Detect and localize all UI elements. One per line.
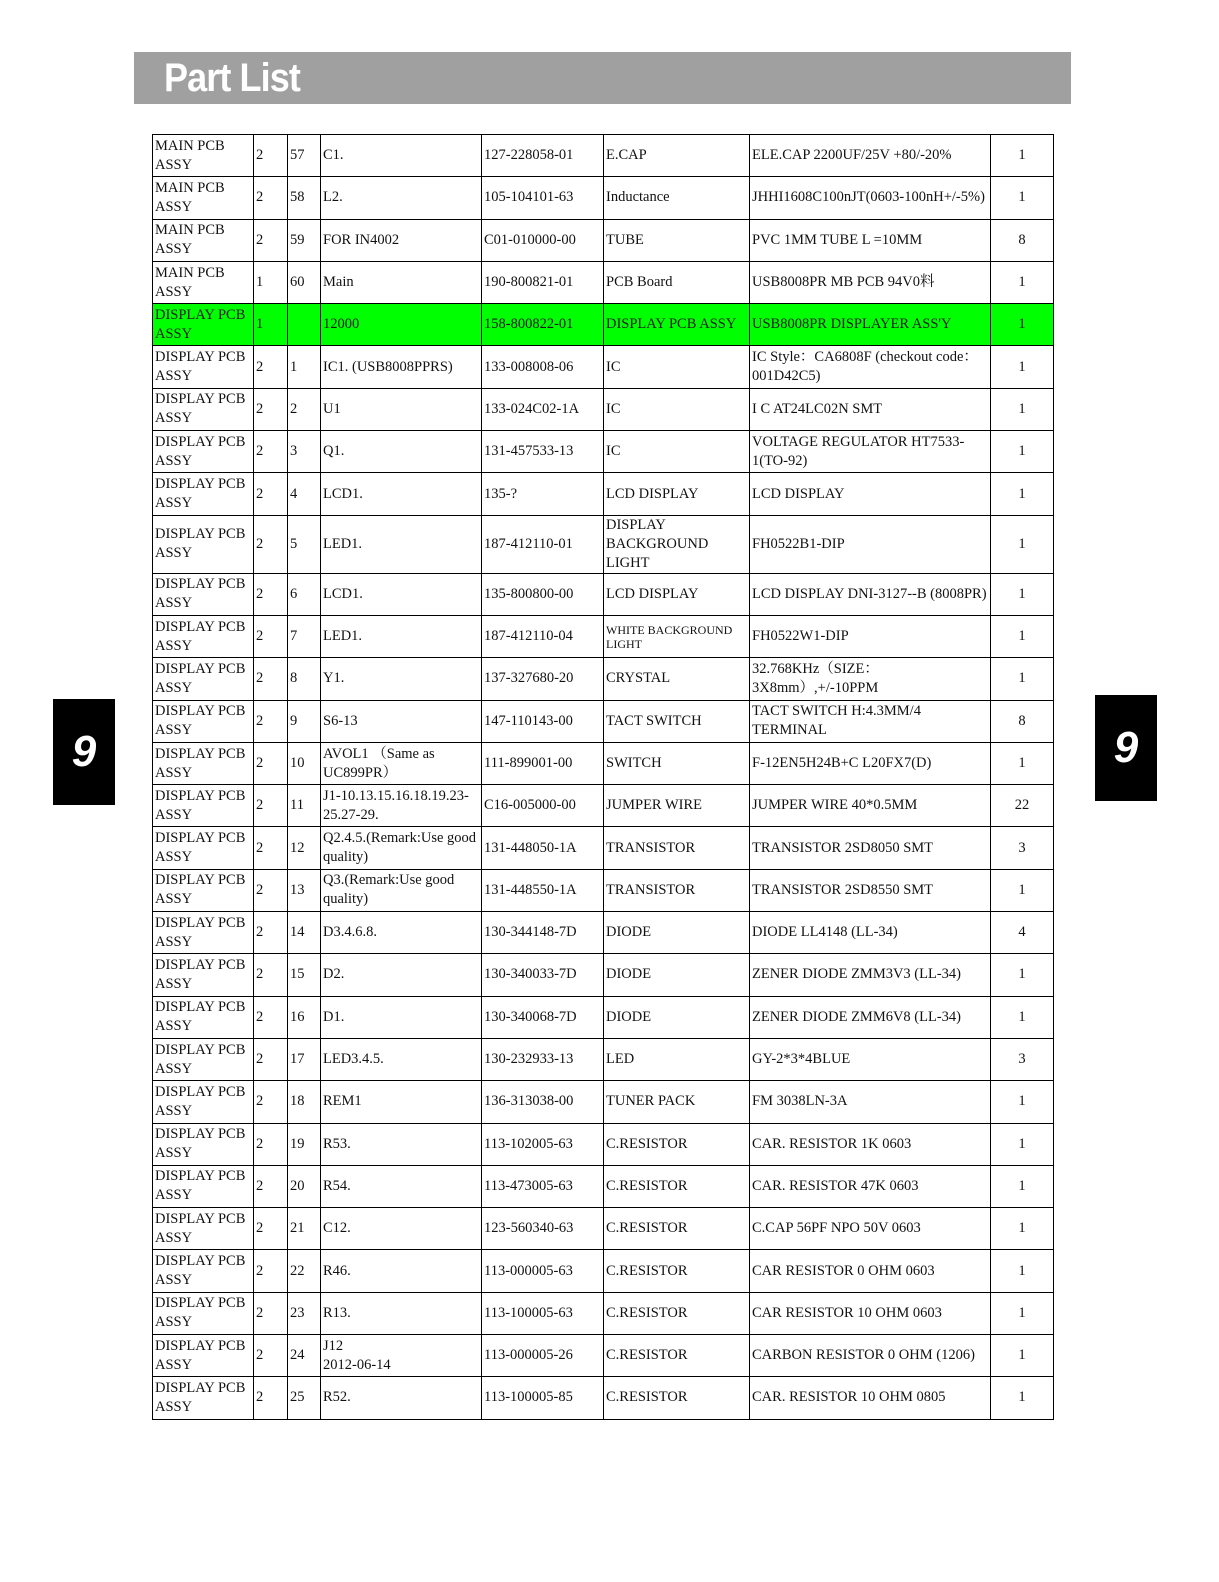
cell-level: 2 [254,1208,288,1250]
cell-assembly: MAIN PCB ASSY [153,261,254,303]
table-row [153,135,1054,177]
cell-quantity: 1 [991,954,1054,996]
cell-quantity: 1 [991,1165,1054,1207]
table-row [153,219,1054,261]
cell-location: AVOL1 （Same as UC899PR） [321,742,482,784]
cell-part-number: 113-000005-63 [482,1250,604,1292]
cell-item-number: 16 [288,996,321,1038]
cell-part-number: C16-005000-00 [482,785,604,827]
cell-assembly: MAIN PCB ASSY [153,135,254,177]
cell-quantity: 1 [991,515,1054,573]
cell-level: 2 [254,1123,288,1165]
cell-quantity: 1 [991,658,1054,700]
cell-part-name: LED [604,1038,750,1080]
table-row [153,177,1054,219]
cell-location: LCD1. [321,573,482,615]
cell-part-number: 187-412110-04 [482,615,604,657]
cell-level: 2 [254,700,288,742]
cell-part-name: SWITCH [604,742,750,784]
cell-part-number: 190-800821-01 [482,261,604,303]
cell-location: D3.4.6.8. [321,912,482,954]
cell-level: 2 [254,346,288,388]
cell-description: F-12EN5H24B+C L20FX7(D) [750,742,991,784]
cell-assembly: DISPLAY PCB ASSY [153,304,254,346]
cell-item-number: 60 [288,261,321,303]
cell-location: R52. [321,1377,482,1419]
chapter-tab-left: 9 [53,699,115,805]
cell-description: TRANSISTOR 2SD8550 SMT [750,869,991,911]
cell-part-number: 113-100005-63 [482,1292,604,1334]
table-row [153,869,1054,911]
cell-item-number: 17 [288,1038,321,1080]
cell-assembly: DISPLAY PCB ASSY [153,1165,254,1207]
cell-item-number: 1 [288,346,321,388]
table-row [153,1123,1054,1165]
cell-part-name: PCB Board [604,261,750,303]
cell-level: 2 [254,1038,288,1080]
table-row [153,700,1054,742]
cell-level: 2 [254,1165,288,1207]
cell-quantity: 1 [991,1081,1054,1123]
table-row [153,615,1054,657]
cell-part-name: LCD DISPLAY [604,573,750,615]
cell-level: 1 [254,304,288,346]
cell-part-number: 130-232933-13 [482,1038,604,1080]
cell-description: TRANSISTOR 2SD8050 SMT [750,827,991,869]
table-row [153,658,1054,700]
table-row [153,431,1054,473]
cell-part-number: 147-110143-00 [482,700,604,742]
cell-part-name: CRYSTAL [604,658,750,700]
cell-item-number: 18 [288,1081,321,1123]
cell-quantity: 1 [991,1335,1054,1377]
cell-location: D1. [321,996,482,1038]
cell-description: FM 3038LN-3A [750,1081,991,1123]
cell-location: Q2.4.5.(Remark:Use good quality) [321,827,482,869]
page-title: Part List [164,56,300,100]
cell-assembly: DISPLAY PCB ASSY [153,742,254,784]
cell-part-number: 131-448550-1A [482,869,604,911]
cell-level: 2 [254,135,288,177]
table-row [153,954,1054,996]
cell-part-number: 158-800822-01 [482,304,604,346]
cell-part-name: DISPLAY BACKGROUND LIGHT [604,515,750,573]
cell-description: 32.768KHz（SIZE：3X8mm）,+/-10PPM [750,658,991,700]
cell-level: 2 [254,573,288,615]
cell-part-name: DISPLAY PCB ASSY [604,304,750,346]
cell-item-number: 7 [288,615,321,657]
table-row [153,1165,1054,1207]
table-row [153,827,1054,869]
cell-assembly: DISPLAY PCB ASSY [153,996,254,1038]
cell-quantity: 1 [991,742,1054,784]
cell-assembly: DISPLAY PCB ASSY [153,954,254,996]
cell-level: 2 [254,1292,288,1334]
cell-item-number [288,304,321,346]
cell-quantity: 1 [991,1292,1054,1334]
table-row [153,1208,1054,1250]
cell-item-number: 2 [288,388,321,430]
cell-assembly: DISPLAY PCB ASSY [153,1377,254,1419]
cell-item-number: 23 [288,1292,321,1334]
cell-level: 2 [254,473,288,515]
cell-location: J1-10.13.15.16.18.19.23-25.27-29. [321,785,482,827]
cell-description: LCD DISPLAY [750,473,991,515]
cell-part-number: C01-010000-00 [482,219,604,261]
cell-description: CAR. RESISTOR 10 OHM 0805 [750,1377,991,1419]
cell-item-number: 58 [288,177,321,219]
cell-part-name: DIODE [604,954,750,996]
cell-description: VOLTAGE REGULATOR HT7533-1(TO-92) [750,431,991,473]
cell-level: 2 [254,1377,288,1419]
cell-location: L2. [321,177,482,219]
cell-description: I C AT24LC02N SMT [750,388,991,430]
cell-item-number: 11 [288,785,321,827]
cell-part-number: 135-? [482,473,604,515]
cell-quantity: 1 [991,388,1054,430]
cell-location: U1 [321,388,482,430]
cell-part-number: 133-008008-06 [482,346,604,388]
table-row [153,261,1054,303]
cell-level: 2 [254,1250,288,1292]
cell-item-number: 12 [288,827,321,869]
cell-location: LED1. [321,615,482,657]
cell-part-name: C.RESISTOR [604,1123,750,1165]
cell-part-name: C.RESISTOR [604,1377,750,1419]
cell-quantity: 1 [991,177,1054,219]
cell-quantity: 1 [991,1208,1054,1250]
cell-location: R13. [321,1292,482,1334]
cell-location: IC1. (USB8008PPRS) [321,346,482,388]
cell-part-number: 187-412110-01 [482,515,604,573]
cell-quantity: 1 [991,346,1054,388]
cell-description: PVC 1MM TUBE L =10MM [750,219,991,261]
cell-description: CAR RESISTOR 0 OHM 0603 [750,1250,991,1292]
table-row [153,515,1054,573]
cell-part-name: TRANSISTOR [604,827,750,869]
table-row [153,346,1054,388]
cell-item-number: 19 [288,1123,321,1165]
cell-assembly: DISPLAY PCB ASSY [153,346,254,388]
cell-assembly: MAIN PCB ASSY [153,177,254,219]
cell-item-number: 8 [288,658,321,700]
cell-part-name: JUMPER WIRE [604,785,750,827]
cell-part-number: 105-104101-63 [482,177,604,219]
cell-level: 1 [254,261,288,303]
cell-item-number: 3 [288,431,321,473]
cell-quantity: 3 [991,827,1054,869]
cell-part-name: Inductance [604,177,750,219]
cell-quantity: 4 [991,912,1054,954]
cell-assembly: DISPLAY PCB ASSY [153,431,254,473]
cell-quantity: 8 [991,219,1054,261]
cell-location: J12 2012-06-14 [321,1335,482,1377]
cell-assembly: DISPLAY PCB ASSY [153,1250,254,1292]
table-row [153,1250,1054,1292]
cell-item-number: 21 [288,1208,321,1250]
cell-location: 12000 [321,304,482,346]
cell-part-name: C.RESISTOR [604,1292,750,1334]
cell-quantity: 1 [991,1250,1054,1292]
cell-item-number: 59 [288,219,321,261]
cell-location: LED1. [321,515,482,573]
cell-assembly: DISPLAY PCB ASSY [153,1335,254,1377]
cell-location: LED3.4.5. [321,1038,482,1080]
cell-assembly: DISPLAY PCB ASSY [153,1038,254,1080]
cell-part-number: 131-448050-1A [482,827,604,869]
cell-description: ZENER DIODE ZMM6V8 (LL-34) [750,996,991,1038]
cell-description: CARBON RESISTOR 0 OHM (1206) [750,1335,991,1377]
cell-description: DIODE LL4148 (LL-34) [750,912,991,954]
table-row [153,1335,1054,1377]
cell-level: 2 [254,869,288,911]
cell-assembly: DISPLAY PCB ASSY [153,615,254,657]
cell-location: FOR IN4002 [321,219,482,261]
cell-item-number: 10 [288,742,321,784]
cell-level: 2 [254,219,288,261]
cell-part-number: 135-800800-00 [482,573,604,615]
cell-level: 2 [254,431,288,473]
cell-location: C1. [321,135,482,177]
cell-assembly: DISPLAY PCB ASSY [153,515,254,573]
cell-quantity: 8 [991,700,1054,742]
table-row [153,1377,1054,1419]
cell-part-number: 136-313038-00 [482,1081,604,1123]
cell-location: Q1. [321,431,482,473]
cell-location: R46. [321,1250,482,1292]
cell-description: TACT SWITCH H:4.3MM/4 TERMINAL [750,700,991,742]
cell-assembly: DISPLAY PCB ASSY [153,1208,254,1250]
cell-quantity: 1 [991,1377,1054,1419]
cell-description: CAR. RESISTOR 1K 0603 [750,1123,991,1165]
cell-location: R54. [321,1165,482,1207]
cell-assembly: DISPLAY PCB ASSY [153,388,254,430]
cell-quantity: 1 [991,261,1054,303]
cell-part-name: TUBE [604,219,750,261]
cell-location: D2. [321,954,482,996]
cell-assembly: DISPLAY PCB ASSY [153,1123,254,1165]
table-row [153,304,1054,346]
cell-quantity: 1 [991,473,1054,515]
cell-item-number: 24 [288,1335,321,1377]
cell-level: 2 [254,912,288,954]
cell-assembly: DISPLAY PCB ASSY [153,1081,254,1123]
cell-location: Y1. [321,658,482,700]
cell-part-number: 113-473005-63 [482,1165,604,1207]
cell-part-number: 113-100005-85 [482,1377,604,1419]
table-row [153,912,1054,954]
cell-location: LCD1. [321,473,482,515]
cell-part-name: DIODE [604,996,750,1038]
cell-part-name: C.RESISTOR [604,1165,750,1207]
cell-description: IC Style：CA6808F (checkout code：001D42C5) [750,346,991,388]
cell-description: GY-2*3*4BLUE [750,1038,991,1080]
cell-assembly: DISPLAY PCB ASSY [153,658,254,700]
cell-level: 2 [254,658,288,700]
cell-part-number: 133-024C02-1A [482,388,604,430]
cell-part-number: 113-102005-63 [482,1123,604,1165]
cell-level: 2 [254,388,288,430]
table-row [153,1292,1054,1334]
cell-item-number: 4 [288,473,321,515]
cell-description: ZENER DIODE ZMM3V3 (LL-34) [750,954,991,996]
cell-part-name: IC [604,431,750,473]
cell-description: USB8008PR DISPLAYER ASS'Y [750,304,991,346]
cell-part-name: E.CAP [604,135,750,177]
cell-level: 2 [254,954,288,996]
cell-item-number: 25 [288,1377,321,1419]
cell-item-number: 57 [288,135,321,177]
cell-item-number: 20 [288,1165,321,1207]
cell-description: FH0522W1-DIP [750,615,991,657]
cell-location: Main [321,261,482,303]
chapter-tab-right: 9 [1095,695,1157,801]
cell-item-number: 5 [288,515,321,573]
cell-part-number: 127-228058-01 [482,135,604,177]
cell-part-name: TACT SWITCH [604,700,750,742]
cell-level: 2 [254,785,288,827]
cell-quantity: 1 [991,615,1054,657]
cell-part-name: TUNER PACK [604,1081,750,1123]
parts-table [152,134,1054,1420]
cell-quantity: 1 [991,135,1054,177]
cell-item-number: 9 [288,700,321,742]
cell-part-number: 123-560340-63 [482,1208,604,1250]
cell-location: Q3.(Remark:Use good quality) [321,869,482,911]
cell-assembly: DISPLAY PCB ASSY [153,1292,254,1334]
parts-table-body [153,135,1054,1420]
cell-quantity: 1 [991,996,1054,1038]
table-row [153,742,1054,784]
cell-description: CAR. RESISTOR 47K 0603 [750,1165,991,1207]
cell-description: LCD DISPLAY DNI-3127--B (8008PR) [750,573,991,615]
cell-location: R53. [321,1123,482,1165]
cell-part-number: 131-457533-13 [482,431,604,473]
cell-quantity: 1 [991,304,1054,346]
cell-part-number: 130-344148-7D [482,912,604,954]
cell-part-number: 130-340033-7D [482,954,604,996]
cell-assembly: DISPLAY PCB ASSY [153,573,254,615]
table-row [153,573,1054,615]
cell-description: USB8008PR MB PCB 94V0料 [750,261,991,303]
cell-level: 2 [254,1081,288,1123]
cell-location: S6-13 [321,700,482,742]
table-row [153,473,1054,515]
cell-quantity: 1 [991,1123,1054,1165]
cell-level: 2 [254,1335,288,1377]
cell-description: FH0522B1-DIP [750,515,991,573]
cell-part-number: 130-340068-7D [482,996,604,1038]
cell-assembly: DISPLAY PCB ASSY [153,700,254,742]
cell-quantity: 3 [991,1038,1054,1080]
cell-level: 2 [254,827,288,869]
cell-quantity: 1 [991,431,1054,473]
cell-assembly: DISPLAY PCB ASSY [153,827,254,869]
cell-quantity: 22 [991,785,1054,827]
cell-level: 2 [254,177,288,219]
cell-description: CAR RESISTOR 10 OHM 0603 [750,1292,991,1334]
cell-assembly: DISPLAY PCB ASSY [153,912,254,954]
cell-description: C.CAP 56PF NPO 50V 0603 [750,1208,991,1250]
cell-item-number: 15 [288,954,321,996]
cell-part-name: C.RESISTOR [604,1208,750,1250]
cell-level: 2 [254,742,288,784]
cell-part-number: 137-327680-20 [482,658,604,700]
table-row [153,1081,1054,1123]
cell-location: C12. [321,1208,482,1250]
cell-item-number: 13 [288,869,321,911]
cell-assembly: DISPLAY PCB ASSY [153,473,254,515]
cell-description: ELE.CAP 2200UF/25V +80/-20% [750,135,991,177]
cell-quantity: 1 [991,869,1054,911]
cell-part-name: TRANSISTOR [604,869,750,911]
cell-item-number: 14 [288,912,321,954]
cell-description: JHHI1608C100nJT(0603-100nH+/-5%) [750,177,991,219]
table-row [153,388,1054,430]
cell-level: 2 [254,996,288,1038]
cell-location: REM1 [321,1081,482,1123]
cell-part-name: LCD DISPLAY [604,473,750,515]
cell-part-name: WHITE BACKGROUND LIGHT [604,615,750,657]
table-row [153,996,1054,1038]
table-row [153,1038,1054,1080]
cell-part-name: DIODE [604,912,750,954]
header-bar [134,52,1071,104]
cell-part-number: 111-899001-00 [482,742,604,784]
table-row [153,785,1054,827]
cell-item-number: 22 [288,1250,321,1292]
cell-part-name: C.RESISTOR [604,1335,750,1377]
cell-part-name: IC [604,388,750,430]
cell-part-name: C.RESISTOR [604,1250,750,1292]
cell-assembly: DISPLAY PCB ASSY [153,785,254,827]
cell-assembly: MAIN PCB ASSY [153,219,254,261]
cell-item-number: 6 [288,573,321,615]
cell-assembly: DISPLAY PCB ASSY [153,869,254,911]
cell-description: JUMPER WIRE 40*0.5MM [750,785,991,827]
cell-level: 2 [254,615,288,657]
cell-level: 2 [254,515,288,573]
cell-part-name: IC [604,346,750,388]
cell-part-number: 113-000005-26 [482,1335,604,1377]
cell-quantity: 1 [991,573,1054,615]
